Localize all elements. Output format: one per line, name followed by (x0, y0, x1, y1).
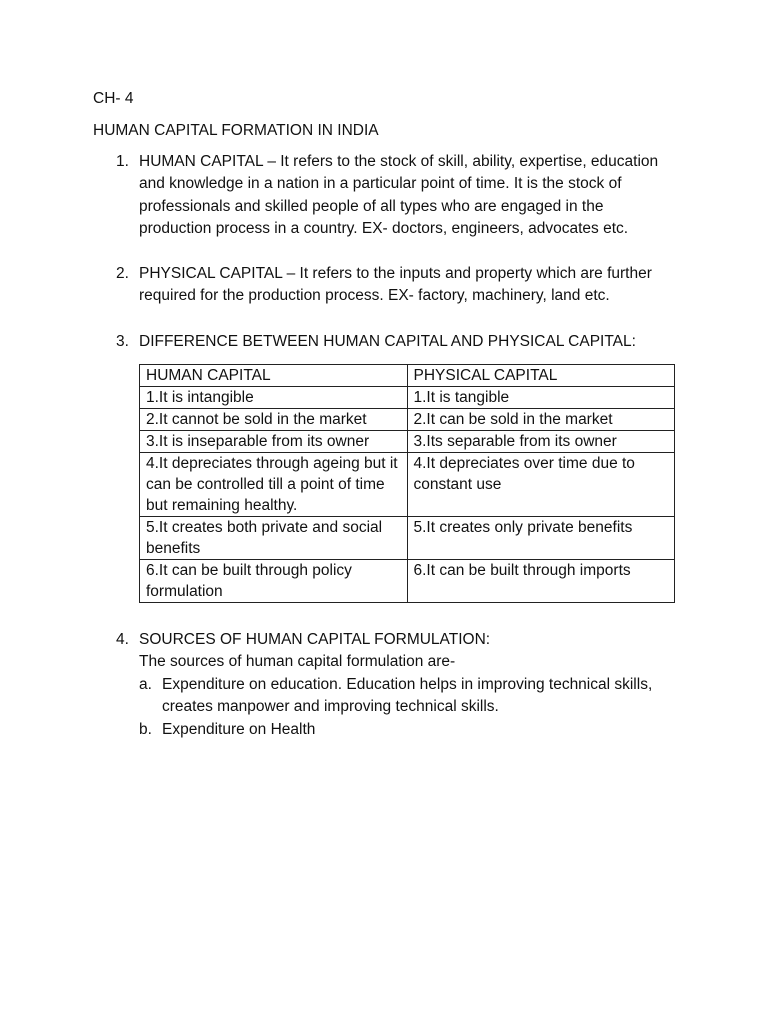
list-item-text: DIFFERENCE BETWEEN HUMAN CAPITAL AND PHYSICAL CAPITAL: (139, 333, 636, 350)
list-number: 4. (116, 631, 129, 648)
table-row (140, 517, 675, 560)
list-item-intro: The sources of human capital formulation are- (139, 653, 456, 671)
list-number: 3. (116, 333, 129, 350)
page-title: HUMAN CAPITAL FORMATION IN INDIA (93, 122, 379, 139)
table-cell: 6.It can be built through policy formulation (140, 560, 408, 603)
list-item-human-capital (116, 151, 679, 241)
difference-table (139, 364, 675, 603)
table-cell: 2.It can be sold in the market (407, 409, 675, 431)
table-row (140, 409, 675, 431)
chapter-label: CH- 4 (93, 90, 134, 107)
table-cell: 5.It creates both private and social benefits (140, 517, 408, 560)
table-row (140, 453, 675, 517)
sub-item-education (139, 674, 679, 719)
table-cell: 4.It depreciates over time due to constant use (407, 453, 675, 517)
table-header-cell: HUMAN CAPITAL (140, 365, 408, 387)
list-item-text: SOURCES OF HUMAN CAPITAL FORMULATION: (139, 631, 491, 648)
table-cell: 5.It creates only private benefits (407, 517, 675, 560)
list-item-difference (116, 331, 679, 353)
table-row (140, 431, 675, 453)
sub-item-text: Expenditure on education. Education helps in improving technical skills, creates manpower and improving technical skills. (162, 675, 653, 716)
list-number: 1. (116, 153, 129, 170)
list-item-text: HUMAN CAPITAL – It refers to the stock of skill, ability, expertise, education and knowledge in a nation in a particular point of time. It is the stock of professionals and skilled people of all types who are engaged in the production process in a country. EX- doctors, engineers, advocates etc. (139, 153, 659, 238)
table-cell: 6.It can be built through imports (407, 560, 675, 603)
list-item-text: PHYSICAL CAPITAL – It refers to the inputs and property which are further required for the production process. EX- factory, machinery, land etc. (139, 265, 652, 305)
table-cell: 1.It is intangible (140, 387, 408, 409)
table-header-cell: PHYSICAL CAPITAL (407, 365, 675, 387)
list-item-physical-capital (116, 263, 679, 308)
list-item-sources (116, 629, 679, 741)
sub-item-text: Expenditure on Health (162, 720, 316, 738)
table-header-row (140, 365, 675, 387)
table-cell: 2.It cannot be sold in the market (140, 409, 408, 431)
list-number: 2. (116, 265, 129, 282)
sub-item-letter: b. (139, 720, 152, 738)
table-cell: 4.It depreciates through ageing but it can be controlled till a point of time but remaining healthy. (140, 453, 408, 517)
table-row (140, 560, 675, 603)
sub-item-health (139, 719, 679, 741)
sub-item-letter: a. (139, 675, 152, 693)
table-cell: 1.It is tangible (407, 387, 675, 409)
table-row (140, 387, 675, 409)
table-cell: 3.It is inseparable from its owner (140, 431, 408, 453)
table-cell: 3.Its separable from its owner (407, 431, 675, 453)
